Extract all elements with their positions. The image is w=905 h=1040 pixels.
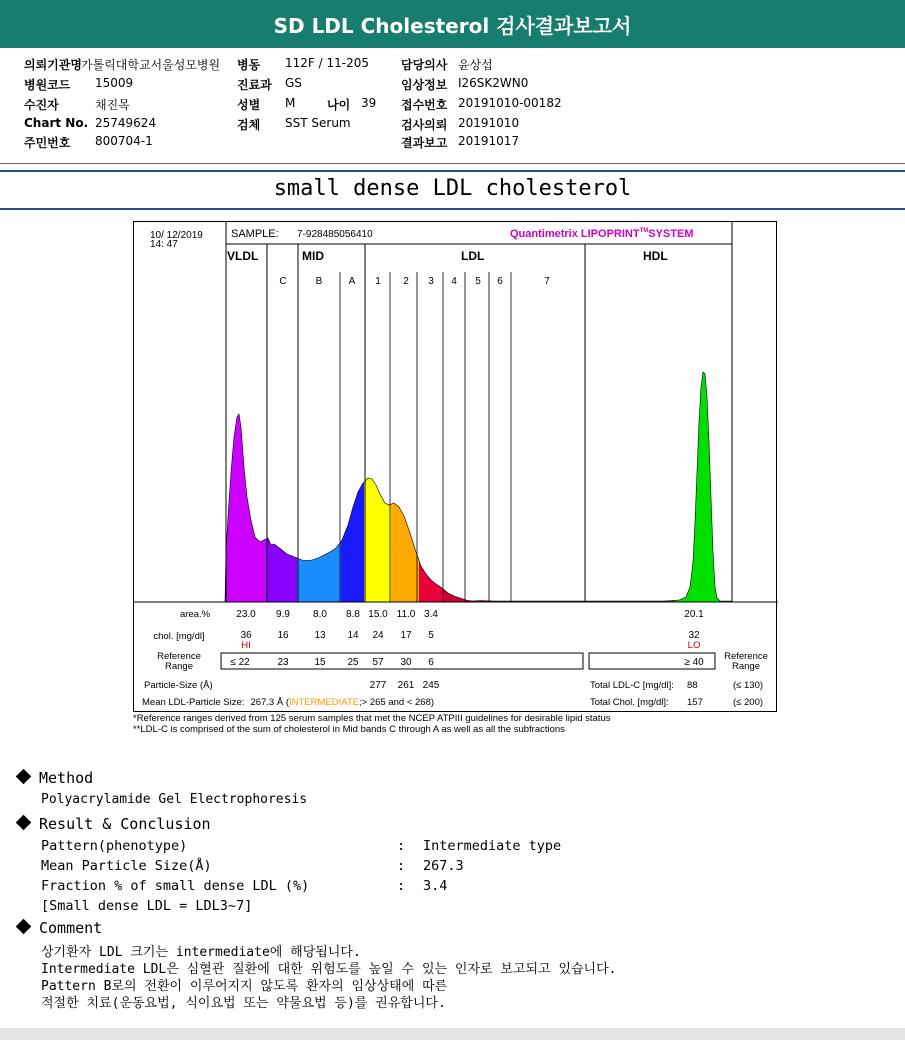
comment-line-2: Intermediate LDL은 심혈관 질환에 대한 위험도를 높일 수 있는 인자로 보고되고 있습니다.: [41, 962, 617, 977]
group-hdl: HDL: [643, 249, 668, 263]
chol-value: 36: [240, 630, 252, 641]
brand-name: Quantimetrix LIPOPRINT™SYSTEM: [510, 228, 694, 240]
area-value: 9.9: [276, 609, 290, 620]
value-request-date: 20191010: [458, 116, 520, 130]
group-ldl: LDL: [461, 249, 485, 263]
chol-value: 32: [688, 630, 700, 641]
label-patient: 수진자: [24, 98, 59, 112]
label-chart-no: Chart No.: [24, 116, 89, 130]
page-footer-bar: [0, 1028, 905, 1040]
particle-size-value: 277: [369, 680, 387, 691]
area-value: 8.0: [313, 609, 327, 620]
ref-right-range: Range: [732, 661, 760, 672]
report-title: SD LDL Cholesterol 검사결과보고서: [0, 0, 905, 48]
method-heading: Method: [18, 769, 93, 787]
value-institution: 가톨릭대학교서울성모병원: [81, 58, 221, 72]
value-receipt-no: 20191010-00182: [458, 96, 562, 110]
band-label-4: 4: [451, 276, 457, 287]
ref-value: 23: [277, 657, 289, 668]
result-label-size: Mean Particle Size(Å): [41, 858, 212, 874]
row-label-range: Range: [165, 661, 193, 672]
area-value: 15.0: [368, 609, 388, 620]
label-specimen: 검체: [237, 118, 261, 132]
total-chol-label: Total Chol. [mg/dl]:: [590, 697, 669, 708]
row-label-ref: Reference: [157, 651, 201, 662]
ref-value: ≥ 40: [684, 657, 704, 668]
footnote-1: *Reference ranges derived from 125 serum samples that met the NCEP ATPIII guidelines for desirable lipid status: [133, 713, 611, 724]
value-patient: 채진목: [95, 98, 130, 112]
mean-ldl-label: Mean LDL-Particle Size: 267.3 Å (INTERMEDIATE;> 265 and < 268): [142, 697, 435, 708]
area-value: 11.0: [396, 609, 416, 620]
row-label-psize: Particle-Size (Å): [144, 680, 213, 691]
divider: [0, 208, 905, 210]
total-ldl-ref: (≤ 130): [733, 680, 764, 691]
result-value-size: 267.3: [423, 858, 464, 874]
curve-band-fill: [391, 322, 419, 602]
label-doctor: 담당의사: [401, 58, 448, 72]
result-colon: :: [397, 878, 406, 894]
band-label-3: 3: [428, 276, 434, 287]
result-value-fraction: 3.4: [423, 878, 448, 894]
value-doctor: 윤상섭: [458, 58, 493, 72]
label-ward: 병동: [237, 58, 261, 72]
label-age: 나이: [327, 98, 351, 112]
report-time: 14: 47: [150, 239, 178, 250]
area-value: 20.1: [684, 609, 704, 620]
method-text: Polyacrylamide Gel Electrophoresis: [41, 792, 308, 807]
result-label-pattern: Pattern(phenotype): [41, 838, 188, 854]
chol-value: 17: [400, 630, 412, 641]
area-value: 23.0: [236, 609, 256, 620]
densitometry-curve: [225, 322, 732, 602]
label-institution: 의뢰기관명: [24, 58, 82, 72]
result-colon: :: [397, 858, 406, 874]
comment-heading: Comment: [18, 919, 102, 937]
band-label-c: C: [279, 276, 287, 287]
label-department: 진료과: [237, 78, 272, 92]
diamond-bullet-icon: [16, 815, 32, 831]
ref-value: 57: [372, 657, 384, 668]
row-label-chol: chol. [mg/dl]: [153, 631, 205, 642]
curve-band-fill: [341, 322, 364, 602]
lo-flag: LO: [687, 640, 701, 651]
comment-line-4: 적절한 치료(운동요법, 식이요법 또는 약물요법 등)를 권유합니다.: [41, 996, 446, 1011]
row-label-area: area.%: [179, 609, 211, 620]
chol-value: 13: [314, 630, 326, 641]
result-label-fraction: Fraction % of small dense LDL (%): [41, 878, 310, 894]
value-hospital-code: 15009: [95, 76, 134, 90]
label-report-date: 결과보고: [401, 136, 448, 150]
group-mid: MID: [302, 249, 324, 263]
value-specimen: SST Serum: [285, 116, 351, 130]
comment-line-1: 상기환자 LDL 크기는 intermediate에 해당됩니다.: [41, 945, 361, 960]
value-sex: M: [285, 96, 296, 110]
value-chart-no: 25749624: [95, 116, 157, 130]
chol-value: 16: [277, 630, 289, 641]
comment-line-3: Pattern B로의 전환이 이루어지지 않도록 환자의 임상상태에 따른: [41, 979, 448, 994]
curve-band-fill: [674, 322, 732, 602]
result-value-pattern: Intermediate type: [423, 838, 562, 854]
area-value: 3.4: [424, 609, 438, 620]
curve-band-fill: [364, 322, 391, 602]
area-value: 8.8: [346, 609, 360, 620]
label-receipt-no: 접수번호: [401, 98, 448, 112]
value-ward: 112F / 11-205: [285, 56, 369, 70]
label-resident-no: 주민번호: [24, 136, 71, 150]
value-resident-no: 800704-1: [95, 134, 153, 148]
total-ldl-value: 88: [687, 680, 698, 691]
particle-size-value: 261: [397, 680, 415, 691]
ref-value: ≤ 22: [230, 657, 250, 668]
band-label-1: 1: [375, 276, 381, 287]
label-clinical-info: 임상정보: [401, 78, 448, 92]
ref-value: 25: [347, 657, 359, 668]
section-subtitle: small dense LDL cholesterol: [273, 176, 632, 201]
chol-value: 14: [347, 630, 359, 641]
hi-flag: HI: [241, 640, 251, 651]
label-sex: 성별: [237, 98, 261, 112]
divider: [0, 163, 905, 164]
chol-value: 5: [428, 630, 434, 641]
ref-value: 15: [314, 657, 326, 668]
band-label-5: 5: [475, 276, 481, 287]
ref-value: 6: [428, 657, 434, 668]
footnote-2: **LDL-C is comprised of the sum of cholesterol in Mid bands C through A as well as all the subfractions: [133, 724, 565, 735]
label-request-date: 검사의뢰: [401, 118, 448, 132]
band-label-a: A: [348, 276, 356, 287]
curve-band-fill: [266, 322, 297, 602]
divider: [0, 170, 905, 172]
value-report-date: 20191017: [458, 134, 520, 148]
particle-size-value: 245: [422, 680, 440, 691]
report-date: 10/ 12/2019: [150, 230, 203, 241]
chol-value: 24: [372, 630, 384, 641]
diamond-bullet-icon: [16, 919, 32, 935]
total-chol-ref: (≤ 200): [733, 697, 764, 708]
curve-band-fill: [494, 322, 674, 602]
diamond-bullet-icon: [16, 769, 32, 785]
curve-band-fill: [225, 322, 266, 602]
band-label-7: 7: [544, 276, 550, 287]
value-age: 39: [361, 96, 377, 110]
result-heading: Result & Conclusion: [18, 815, 211, 833]
label-hospital-code: 병원코드: [24, 78, 71, 92]
band-label-2: 2: [403, 276, 409, 287]
ref-right-label: Reference: [724, 651, 768, 662]
sample-label: SAMPLE:: [231, 228, 279, 240]
band-label-6: 6: [497, 276, 503, 287]
value-clinical-info: I26SK2WN0: [458, 76, 529, 90]
total-ldl-label: Total LDL-C [mg/dl]:: [590, 680, 674, 691]
group-vldl: VLDL: [227, 249, 259, 263]
ref-value: 30: [400, 657, 412, 668]
curve-band-fill: [419, 322, 444, 602]
lipoprint-report: [133, 221, 777, 712]
densitometry-panel: [134, 222, 778, 713]
value-department: GS: [285, 76, 302, 90]
result-note: [Small dense LDL = LDL3~7]: [41, 898, 253, 914]
result-colon: :: [397, 838, 406, 854]
sample-id: 7-928485056410: [297, 229, 373, 240]
total-chol-value: 157: [687, 697, 703, 708]
curve-band-fill: [469, 322, 494, 602]
band-label-b: B: [315, 276, 323, 287]
